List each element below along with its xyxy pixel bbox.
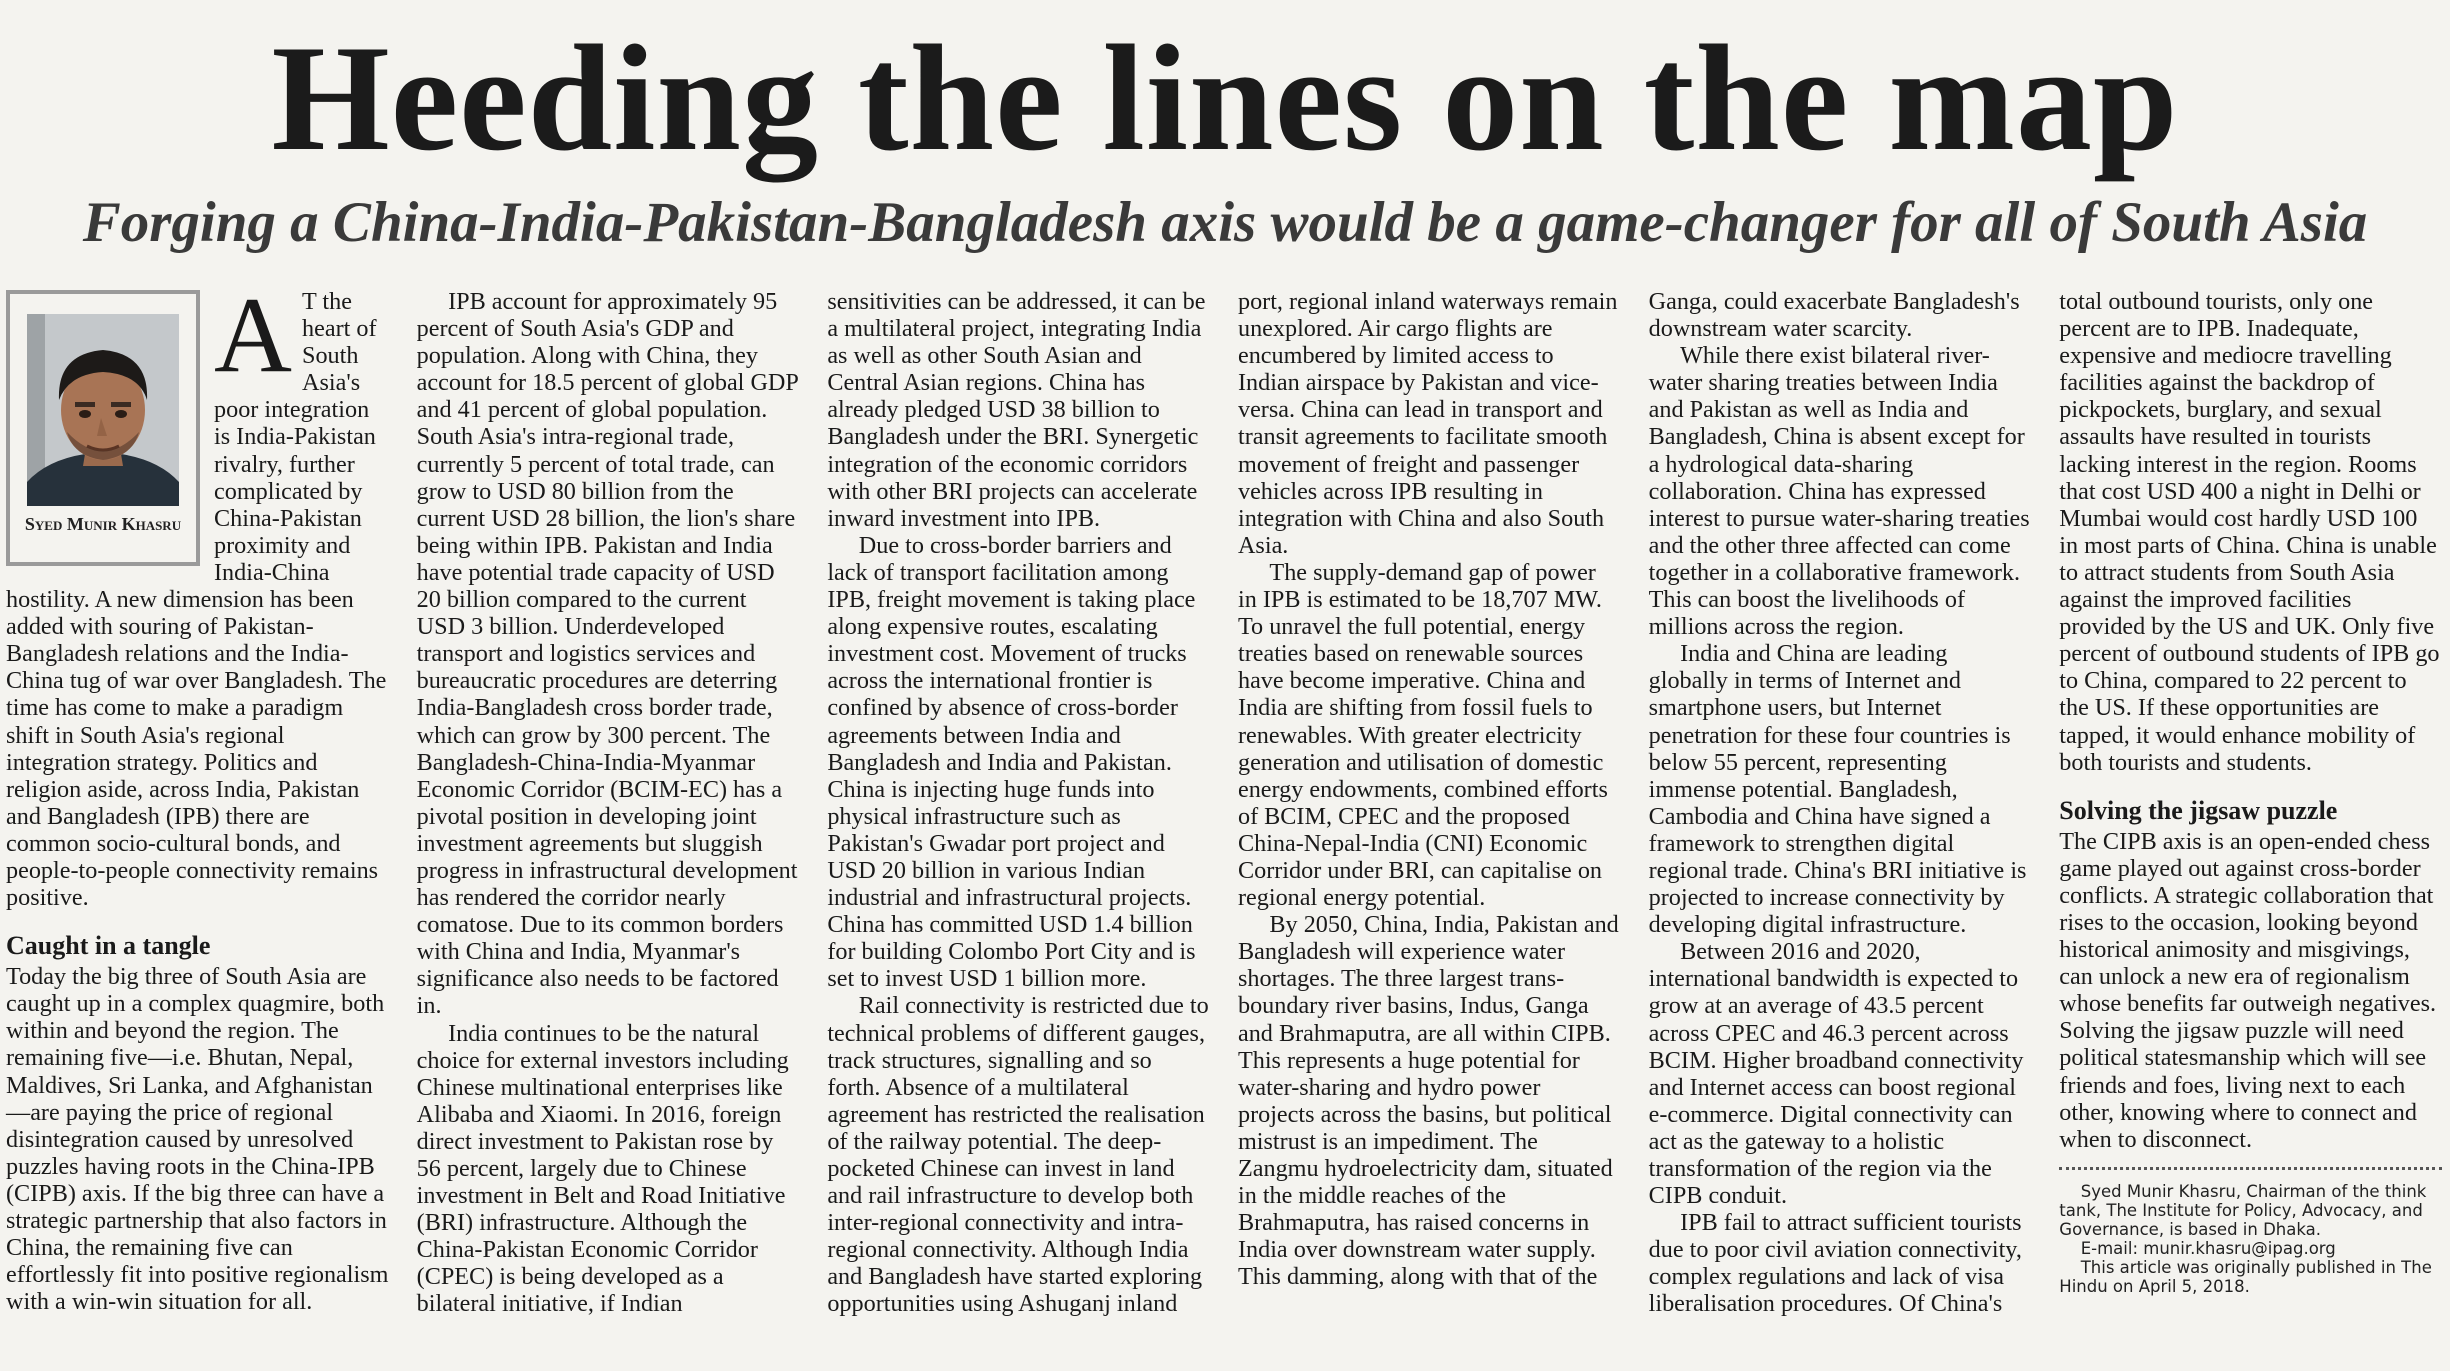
paragraph: Due to cross-border barriers and lack of transport facilitation among IPB, freight movement is taking place along expensive routes, escalating investment cost. Movement of trucks across the international frontier is confined by absence of cross-border agreements between India and Bangladesh and India and Pakistan. China is injecting huge funds into physical infrastructure such as Pakistan's Gwadar port project and USD 20 billion in various Indian industrial and infrastructural projects. China has committed USD 1.4 billion for building Colombo Port City and is set to invest USD 1 billion more. [827,531,1196,993]
paragraph: Rail connectivity is restricted due to technical problems of different gauges, track structures, signalling and so forth. Absence of a multilateral agreement has restricted the realisation of the railway potential. The deep-pocketed Chinese can invest in land and rail infrastructure to develop both inter-regional connectivity and intra-regional connectivity. Although India and Bangladesh have started exploring opportunities using Ashuganj inland port, regional inland waterways remain unexplored. Air cargo flights are encumbered by limited access to Indian airspace by Pakistan and vice-versa. China can lead in transport and transit agreements to facilitate smooth movement of freight and passenger vehicles across IPB resulting in integration with China and also South Asia. [827,288,1618,1318]
paragraph: While there exist bilateral river-water sharing treaties between India and Pakistan as well as India and Bangladesh, China is absent except for a hydrological data-sharing collaboration. China has expressed interest to pursue water-sharing treaties and the other three affected can come together in a collaborative framework. This can boost the livelihoods of millions across the region. [1648,342,2030,641]
paragraph: India and China are leading globally in terms of Internet and smartphone users, but Internet penetration for these four countries is below 55 percent, representing immense potential. Bangladesh, Cambodia and China have signed a framework to strengthen digital regional trade. China's BRI initiative is projected to increase connectivity by developing digital infrastructure. [1648,640,2027,939]
publication-note: This article was originally published in The Hindu on April 5, 2018. [2059,1257,2432,1296]
paragraph: IPB account for approximately 95 percent of South Asia's GDP and population. Along with China, they account for 18.5 percent of global GDP and 41 percent of global population. South Asia's intra-regional trade, currently 5 percent of total trade, can grow to USD 80 billion from the current USD 28 billion, the lion's share being within IPB. Pakistan and India have potential trade capacity of USD 20 billion compared to the current USD 3 billion. Underdeveloped transport and logistics services and bureaucratic procedures are deterring India-Bangladesh cross border trade, which can grow by 300 percent. The Bangladesh-China-India-Myanmar Economic Corridor (BCIM-EC) has a pivotal position in developing joint investment agreements but sluggish progress in infrastructural development has rendered the corridor nearly comatose. Due to its common borders with China and India, Myanmar's significance also needs to be factored in. [416,288,798,1020]
paragraph: Today the big three of South Asia are caught up in a complex quagmire, both within and beyond the region. The remaining five—i.e. Bhutan, Nepal, Maldives, Sri Lanka, and Afghanistan—are paying the price of regional disintegration caused by unresolved puzzles having roots in the China-IPB (CIPB) axis. If the big three can have a strategic partnership that also factors in China, the remaining five can effortlessly fit into positive regionalism with a win-win situation for all. [6,963,389,1316]
author-bio: Syed Munir Khasru, Chairman of the think tank, The Institute for Policy, Advocacy, and Governance, is based in Dhaka. [2059,1181,2427,1239]
author-email: E-mail: munir.khasru@ipag.org [2080,1238,2336,1258]
paragraph-intro: T the heart of South Asia's poor integration is India-Pakistan rivalry, further complicated by China-Pakistan proximity and India-China hostility. A new dimension has been added with souring of Pakistan-Bangladesh relations and the India-China tug of war over Bangladesh. The time has come to make a paradigm shift in South Asia's regional integration strategy. Politics and religion aside, across India, Pakistan and Bangladesh (IPB) there are common socio-cultural bonds, and people-to-people connectivity remains positive. [6,288,387,912]
headline: Heeding the lines on the map [271,14,2179,182]
article-body [6,276,2442,1338]
drop-cap: A [214,276,292,395]
paragraph: IPB fail to attract sufficient tourists due to poor civil aviation connectivity, complex regulations and lack of visa liberalisation procedures. Of China's total outbound tourists, only one percent are to IPB. Inadequate, expensive and mediocre travelling facilities against the backdrop of pickpockets, burglary, and sexual assaults have resulted in tourists lacking interest in the region. Rooms that cost USD 400 a night in Delhi or Mumbai would cost hardly USD 100 in most parts of China. China is unable to attract students from South Asia against the improved facilities provided by the US and UK. Only five percent of outbound students of IPB go to China, compared to 22 percent to the US. If these opportunities are tapped, it would enhance mobility of both tourists and students. [1648,288,2440,1318]
section-heading-solving-the-jigsaw-puzzle: Solving the jigsaw puzzle [2059,795,2338,825]
paragraph: The supply-demand gap of power in IPB is estimated to be 18,707 MW. To unravel the full potential, energy treaties based on renewable sources have become imperative. China and India are shifting from fossil fuels to renewables. With greater electricity generation and utilisation of domestic energy endowments, combined efforts of BCIM, CPEC and the proposed China-Nepal-India (CNI) Economic Corridor under BRI, can capitalise on regional energy potential. [1237,558,1608,912]
subheadline: Forging a China-India-Pakistan-Bangladesh axis would be a game-changer for all of South Asia [82,191,2368,254]
paragraph: India continues to be the natural choice for external investors including Chinese multinational enterprises like Alibaba and Xiaomi. In 2016, foreign direct investment to Pakistan rose by 56 percent, largely due to Chinese investment in Belt and Road Initiative (BRI) infrastructure. Although the China-Pakistan Economic Corridor (CPEC) is being developed as a bilateral initiative, if Indian sensitivities can be addressed, it can be a multilateral project, integrating India as well as other South Asian and Central Asian regions. China has already pledged USD 38 billion to Bangladesh under the BRI. Synergetic integration of the economic corridors with other BRI projects can accelerate inward investment into IPB. [416,288,1206,1318]
author-name: Syed Munir Khasru [24,514,182,534]
author-headshot-icon [27,314,179,506]
dotted-divider [2059,1167,2442,1170]
paragraph: The CIPB axis is an open-ended chess game played out against cross-border conflicts. A strategic collaboration that rises to the occasion, looking beyond historical animosity and misgivings, can unlock a new era of regionalism whose benefits far outweigh negatives. Solving the jigsaw puzzle will need political statesmanship which will see friends and foes, living next to each other, knowing where to connect and when to disconnect. [2059,827,2437,1153]
section-heading-caught-in-a-tangle: Caught in a tangle [6,931,211,961]
paragraph: Between 2016 and 2020, international bandwidth is expected to grow at an average of 43.5 percent across CPEC and 46.3 percent across BCIM. Higher broadband connectivity and Internet access can boost regional e-commerce. Digital connectivity can act as the gateway to a holistic transformation of the region via the CIPB conduit. [1648,938,2024,1210]
author-photo [27,314,179,506]
author-box [6,290,200,566]
paragraph: By 2050, China, India, Pakistan and Bangladesh will experience water shortages. The three largest trans-boundary river basins, Indus, Ganga and Brahmaputra, are all within CIPB. This represents a huge potential for water-sharing and hydro power projects across the basins, but political mistrust is an impediment. The Zangmu hydroelectricity dam, situated in the middle reaches of the Brahmaputra, has raised concerns in India over downstream water supply. This damming, along with that of the Ganga, could exacerbate Bangladesh's downstream water scarcity. [1237,288,2020,1291]
